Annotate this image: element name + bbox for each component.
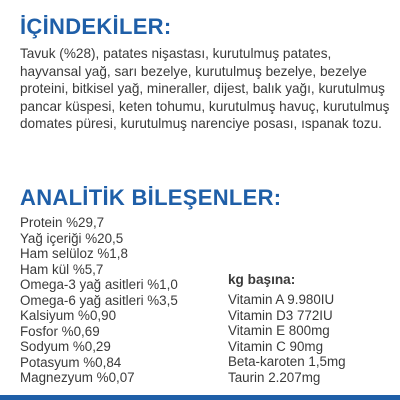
vitamin-item: Vitamin A 9.980IU [228,292,335,307]
vitamin-item: Vitamin C 90mg [228,338,324,354]
per-kg-heading: kg başına: [228,272,296,287]
analytic-item: Sodyum %0,29 [20,339,111,354]
footer-divider [0,395,400,400]
analytic-item: Magnezyum %0,07 [20,370,135,385]
analytic-item: Fosfor %0,69 [20,323,100,339]
vitamin-item: Taurin 2.207mg [228,369,321,385]
vitamin-item: Vitamin E 800mg [228,323,330,338]
analytic-item: Ham kül %5,7 [20,261,104,277]
analytic-list [20,215,178,386]
ingredients-text: Tavuk (%28), patates nişastası, kurutulmuş patates, hayvansal yağ, sarı bezelye, kurutulmuş bezelye, bezelye proteini, bitkisel yağ, mineraller, dijest, balık yağı, kurutulmuş pancar küspesi, keten tohumu, kurutulmuş havuç, kurutulmuş domates püresi, kurutulmuş narenciye posası, ıspanak tozu. [20,46,390,131]
analytic-item: Potasyum %0,84 [20,354,122,370]
vitamin-item: Beta-karoten 1,5mg [228,354,346,369]
analytic-item: Kalsiyum %0,90 [20,308,117,323]
analytic-item: Protein %29,7 [20,215,105,230]
per-kg-list [228,292,346,385]
ingredients-heading: İÇİNDEKİLER: [20,14,172,39]
analytic-item: Omega-6 yağ asitleri %3,5 [20,292,178,308]
analytic-heading: ANALİTİK BİLEŞENLER: [20,185,282,210]
analytic-item: Omega-3 yağ asitleri %1,0 [20,277,178,292]
analytic-item: Yağ içeriği %20,5 [20,230,124,246]
analytic-item: Ham selüloz %1,8 [20,246,128,261]
vitamin-item: Vitamin D3 772IU [228,307,333,323]
